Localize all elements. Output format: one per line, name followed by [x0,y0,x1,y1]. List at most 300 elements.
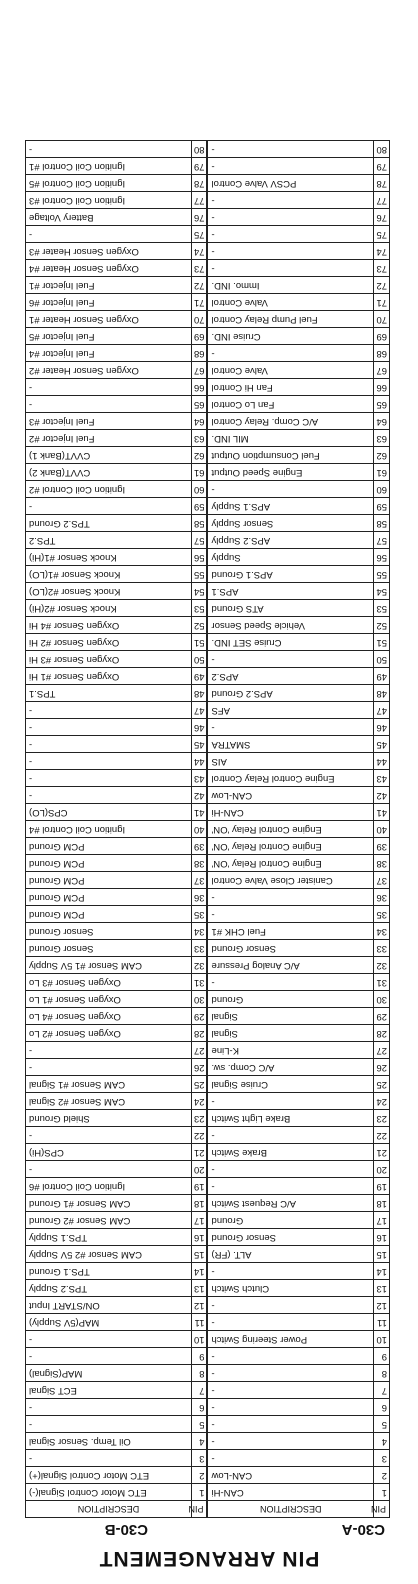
table-row [26,1246,390,1263]
description-b-cell: Oxygen Sensor #1 Hi [26,668,192,685]
pin-b-cell: 2 [192,1467,208,1484]
description-b-cell: Oxygen Sensor #4 Lo [26,1008,192,1025]
pin-a-cell: 74 [374,243,390,260]
pin-a-cell: 32 [374,957,390,974]
pin-a-cell: 44 [374,753,390,770]
pin-b-cell: 22 [192,1127,208,1144]
description-a-cell: - [208,158,374,175]
table-row [26,430,390,447]
pin-b-cell: 18 [192,1195,208,1212]
description-a-cell: A/C Analog Pressure [208,957,374,974]
pin-b-cell: 54 [192,583,208,600]
description-b-cell: Knock Sensor #2(LO) [26,583,192,600]
description-b-cell: Knock Sensor #1(Hi) [26,549,192,566]
table-row [26,685,390,702]
description-a-cell: - [208,1178,374,1195]
description-a-cell: CAN-Hi [208,804,374,821]
description-a-cell: APS.1 Supply [208,498,374,515]
description-b-cell: Fuel Injector #6 [26,294,192,311]
pin-a-cell: 50 [374,651,390,668]
pin-a-cell: 67 [374,362,390,379]
pin-a-cell: 53 [374,600,390,617]
pin-b-cell: 10 [192,1331,208,1348]
pin-b-cell: 75 [192,226,208,243]
pin-b-cell: 74 [192,243,208,260]
description-a-cell: - [208,209,374,226]
pin-a-cell: 22 [374,1127,390,1144]
pin-a-cell: 69 [374,328,390,345]
pin-b-cell: 61 [192,464,208,481]
description-a-cell: A/C Comp. sw. [208,1059,374,1076]
description-b-cell: - [26,1161,192,1178]
description-a-cell: Sensor Supply [208,515,374,532]
description-a-cell: AFS [208,702,374,719]
description-a-cell: Ground [208,991,374,1008]
table-row [26,855,390,872]
pin-b-cell: 65 [192,396,208,413]
table-row [26,1042,390,1059]
pin-a-cell: 6 [374,1399,390,1416]
description-a-cell: - [208,974,374,991]
description-a-cell: Fuel CHK #1 [208,923,374,940]
pin-a-cell: 41 [374,804,390,821]
description-a-cell: Fan Hi Control [208,379,374,396]
pin-b-cell: 36 [192,889,208,906]
pin-a-cell: 59 [374,498,390,515]
pin-a-cell: 55 [374,566,390,583]
description-a-cell: ATS Ground [208,600,374,617]
description-a-cell: APS.1 [208,583,374,600]
description-b-cell: - [26,498,192,515]
pin-a-cell: 24 [374,1093,390,1110]
description-a-cell: Cruise SET IND. [208,634,374,651]
description-b-cell: PCM Ground [26,889,192,906]
pin-b-cell: 7 [192,1382,208,1399]
description-b-cell: - [26,141,192,158]
table-row [26,1416,390,1433]
pin-a-cell: 37 [374,872,390,889]
header-pin-b: PIN [192,1501,208,1518]
pin-b-cell: 5 [192,1416,208,1433]
description-b-cell: Oxygen Sensor #4 Hi [26,617,192,634]
description-a-cell: - [208,243,374,260]
description-a-cell: Engine Speed Output [208,464,374,481]
pin-a-cell: 57 [374,532,390,549]
description-a-cell: - [208,1399,374,1416]
pin-a-cell: 9 [374,1348,390,1365]
table-row [26,957,390,974]
table-row [26,447,390,464]
pin-b-cell: 29 [192,1008,208,1025]
table-row [26,311,390,328]
pin-b-cell: 49 [192,668,208,685]
description-a-cell: APS.2 Supply [208,532,374,549]
description-a-cell: - [208,192,374,209]
description-b-cell: Sensor Ground [26,940,192,957]
pin-b-cell: 20 [192,1161,208,1178]
pin-b-cell: 45 [192,736,208,753]
description-a-cell: - [208,1365,374,1382]
pin-b-cell: 80 [192,141,208,158]
description-b-cell: Fuel Injector #5 [26,328,192,345]
description-b-cell: Ignition Coil Control #5 [26,175,192,192]
description-a-cell: PCSV Valve Control [208,175,374,192]
description-b-cell: - [26,770,192,787]
table-row [26,464,390,481]
description-b-cell: Fuel Injector #2 [26,430,192,447]
description-a-cell: Engine Control Relay 'ON' [208,838,374,855]
description-b-cell: - [26,226,192,243]
pin-a-cell: 23 [374,1110,390,1127]
table-row [26,243,390,260]
pin-a-cell: 64 [374,413,390,430]
description-b-cell: - [26,396,192,413]
table-row [26,719,390,736]
table-row [26,413,390,430]
description-b-cell: CVVT(Bank 1) [26,447,192,464]
table-row [26,1059,390,1076]
description-b-cell: Fuel Injector #4 [26,345,192,362]
pin-a-cell: 25 [374,1076,390,1093]
description-b-cell: Fuel Injector #1 [26,277,192,294]
pin-b-cell: 33 [192,940,208,957]
table-row [26,991,390,1008]
pin-a-cell: 45 [374,736,390,753]
pin-b-cell: 24 [192,1093,208,1110]
pin-b-cell: 79 [192,158,208,175]
table-row [26,158,390,175]
pin-a-cell: 76 [374,209,390,226]
description-a-cell: - [208,1348,374,1365]
description-a-cell: - [208,1433,374,1450]
pin-a-cell: 52 [374,617,390,634]
pin-a-cell: 73 [374,260,390,277]
table-row [26,821,390,838]
pin-a-cell: 20 [374,1161,390,1178]
description-a-cell: - [208,906,374,923]
pin-a-cell: 61 [374,464,390,481]
description-b-cell: Oxygen Sensor Heater #1 [26,311,192,328]
description-b-cell: - [26,1348,192,1365]
table-row [26,1450,390,1467]
pin-b-cell: 8 [192,1365,208,1382]
table-row [26,328,390,345]
description-b-cell: CPS(LO) [26,804,192,821]
description-b-cell: CAM Sensor #1 Ground [26,1195,192,1212]
pin-a-cell: 77 [374,192,390,209]
description-b-cell: - [26,1416,192,1433]
pin-b-cell: 11 [192,1314,208,1331]
pin-b-cell: 62 [192,447,208,464]
table-row [26,1110,390,1127]
pin-a-cell: 2 [374,1467,390,1484]
pin-a-cell: 51 [374,634,390,651]
pin-b-cell: 77 [192,192,208,209]
pin-b-cell: 25 [192,1076,208,1093]
pin-b-cell: 44 [192,753,208,770]
description-a-cell: - [208,1297,374,1314]
pin-a-cell: 78 [374,175,390,192]
header-pin-a: PIN [374,1501,390,1518]
table-row [26,1127,390,1144]
pin-b-cell: 55 [192,566,208,583]
description-b-cell: Oxygen Sensor #2 Hi [26,634,192,651]
table-row [26,600,390,617]
pin-b-cell: 13 [192,1280,208,1297]
pin-a-cell: 17 [374,1212,390,1229]
description-a-cell: Sensor Ground [208,1229,374,1246]
table-row [26,1433,390,1450]
pin-b-cell: 59 [192,498,208,515]
description-b-cell: Shield Ground [26,1110,192,1127]
pin-table-header [26,1501,390,1518]
pin-a-cell: 33 [374,940,390,957]
pin-a-cell: 75 [374,226,390,243]
pin-b-cell: 15 [192,1246,208,1263]
description-a-cell: K-Line [208,1042,374,1059]
table-row [26,1263,390,1280]
pin-a-cell: 71 [374,294,390,311]
connector-b-label: C30-B [104,1521,148,1538]
pin-b-cell: 50 [192,651,208,668]
description-b-cell: PCM Ground [26,838,192,855]
pin-a-cell: 7 [374,1382,390,1399]
pin-b-cell: 3 [192,1450,208,1467]
description-b-cell: Ignition Coil Control #6 [26,1178,192,1195]
description-b-cell: - [26,1127,192,1144]
pin-a-cell: 21 [374,1144,390,1161]
description-b-cell: Ignition Coil Control #4 [26,821,192,838]
description-b-cell: PCM Ground [26,855,192,872]
pin-a-cell: 16 [374,1229,390,1246]
description-b-cell: CAM Sensor #2 Signal [26,1093,192,1110]
pin-a-cell: 72 [374,277,390,294]
description-a-cell: - [208,889,374,906]
table-row [26,277,390,294]
pin-b-cell: 73 [192,260,208,277]
pin-a-cell: 58 [374,515,390,532]
pin-b-cell: 38 [192,855,208,872]
table-row [26,566,390,583]
pin-b-cell: 1 [192,1484,208,1501]
table-row [26,1144,390,1161]
description-a-cell: - [208,1382,374,1399]
pin-a-cell: 14 [374,1263,390,1280]
table-row [26,294,390,311]
description-a-cell: Canister Close Valve Control [208,872,374,889]
pin-a-cell: 42 [374,787,390,804]
description-a-cell: SMATRA [208,736,374,753]
description-a-cell: CAN-Hi [208,1484,374,1501]
pin-b-cell: 57 [192,532,208,549]
pin-b-cell: 69 [192,328,208,345]
table-row [26,481,390,498]
description-b-cell: Oxygen Sensor #3 Hi [26,651,192,668]
table-row [26,1229,390,1246]
pin-b-cell: 40 [192,821,208,838]
pin-a-cell: 43 [374,770,390,787]
table-row [26,1365,390,1382]
description-b-cell: Ignition Coil Control #2 [26,481,192,498]
pin-a-cell: 40 [374,821,390,838]
description-b-cell: - [26,1450,192,1467]
description-a-cell: - [208,1263,374,1280]
description-a-cell: Valve Control [208,294,374,311]
description-b-cell: - [26,702,192,719]
description-a-cell: APS.1 Ground [208,566,374,583]
table-row [26,923,390,940]
header-description-b: DESCRIPTION [26,1501,192,1518]
pin-a-cell: 29 [374,1008,390,1025]
table-row [26,804,390,821]
pin-a-cell: 46 [374,719,390,736]
description-b-cell: Oil Temp. Sensor Signal [26,1433,192,1450]
table-row [26,260,390,277]
description-a-cell: Signal [208,1025,374,1042]
description-a-cell: CAN-Low [208,1467,374,1484]
pin-a-cell: 8 [374,1365,390,1382]
description-b-cell: CAM Sensor #2 5V Supply [26,1246,192,1263]
description-b-cell: Ignition Coil Control #1 [26,158,192,175]
description-a-cell: Fan Lo Control [208,396,374,413]
description-b-cell: Knock Sensor #2(Hi) [26,600,192,617]
pin-b-cell: 60 [192,481,208,498]
table-row [26,1382,390,1399]
pin-a-cell: 18 [374,1195,390,1212]
pin-a-cell: 31 [374,974,390,991]
pin-a-cell: 3 [374,1450,390,1467]
table-row [26,549,390,566]
table-row [26,515,390,532]
pin-a-cell: 68 [374,345,390,362]
pin-a-cell: 63 [374,430,390,447]
table-row [26,498,390,515]
pin-b-cell: 78 [192,175,208,192]
pin-b-cell: 48 [192,685,208,702]
pin-b-cell: 67 [192,362,208,379]
description-b-cell: - [26,1042,192,1059]
description-b-cell: Fuel Injector #3 [26,413,192,430]
description-b-cell: - [26,1331,192,1348]
pin-b-cell: 34 [192,923,208,940]
pin-a-cell: 13 [374,1280,390,1297]
table-row [26,1297,390,1314]
description-a-cell: - [208,651,374,668]
pin-b-cell: 16 [192,1229,208,1246]
description-a-cell: MIL IND. [208,430,374,447]
table-row [26,1399,390,1416]
pin-b-cell: 23 [192,1110,208,1127]
pin-a-cell: 62 [374,447,390,464]
pin-b-cell: 31 [192,974,208,991]
pin-a-cell: 26 [374,1059,390,1076]
description-a-cell: Brake Light Switch [208,1110,374,1127]
pin-b-cell: 17 [192,1212,208,1229]
table-row [26,209,390,226]
pin-a-cell: 65 [374,396,390,413]
description-a-cell: - [208,345,374,362]
pin-b-cell: 53 [192,600,208,617]
table-row [26,838,390,855]
table-row [26,1331,390,1348]
description-b-cell: - [26,1059,192,1076]
table-row [26,1076,390,1093]
pin-b-cell: 12 [192,1297,208,1314]
pin-a-cell: 54 [374,583,390,600]
pin-b-cell: 51 [192,634,208,651]
table-row [26,226,390,243]
description-b-cell: TPS.2 Supply [26,1280,192,1297]
description-b-cell: ON/START Input [26,1297,192,1314]
pin-b-cell: 68 [192,345,208,362]
pin-b-cell: 58 [192,515,208,532]
pin-a-cell: 79 [374,158,390,175]
description-a-cell: Clutch Switch [208,1280,374,1297]
pin-b-cell: 64 [192,413,208,430]
table-row [26,940,390,957]
description-b-cell: ETC Motor Control Signal(-) [26,1484,192,1501]
pin-a-cell: 34 [374,923,390,940]
table-row [26,1025,390,1042]
pin-b-cell: 46 [192,719,208,736]
pin-a-cell: 38 [374,855,390,872]
table-row [26,1212,390,1229]
description-a-cell: - [208,226,374,243]
description-a-cell: Cruise Signal [208,1076,374,1093]
pin-a-cell: 80 [374,141,390,158]
table-row [26,1467,390,1484]
pin-b-cell: 43 [192,770,208,787]
table-row [26,872,390,889]
description-a-cell: Signal [208,1008,374,1025]
pin-b-cell: 21 [192,1144,208,1161]
description-b-cell: Oxygen Sensor #1 Lo [26,991,192,1008]
description-b-cell: Oxygen Sensor Heater #2 [26,362,192,379]
pin-a-cell: 19 [374,1178,390,1195]
pin-b-cell: 52 [192,617,208,634]
description-b-cell: ETC Motor Control Signal(+) [26,1467,192,1484]
description-a-cell: CAN-Low [208,787,374,804]
table-row [26,736,390,753]
pin-a-cell: 11 [374,1314,390,1331]
pin-b-cell: 56 [192,549,208,566]
table-row [26,651,390,668]
description-a-cell: A/C Request Switch [208,1195,374,1212]
description-b-cell: TPS.1 Ground [26,1263,192,1280]
pin-a-cell: 36 [374,889,390,906]
description-a-cell: Fuel Pump Relay Control [208,311,374,328]
description-a-cell: Power Steering Switch [208,1331,374,1348]
table-row [26,770,390,787]
description-b-cell: MAP(5V Supply) [26,1314,192,1331]
pin-a-cell: 70 [374,311,390,328]
description-b-cell: - [26,753,192,770]
table-row [26,1314,390,1331]
pin-a-cell: 47 [374,702,390,719]
description-b-cell: Battery Voltage [26,209,192,226]
pin-b-cell: 35 [192,906,208,923]
description-a-cell: Cruise IND. [208,328,374,345]
table-row [26,362,390,379]
pin-a-cell: 1 [374,1484,390,1501]
description-a-cell: Ground [208,1212,374,1229]
description-b-cell: - [26,1399,192,1416]
description-b-cell: PCM Ground [26,906,192,923]
pin-b-cell: 41 [192,804,208,821]
description-b-cell: - [26,719,192,736]
description-a-cell: Sensor Ground [208,940,374,957]
description-a-cell: Fuel Consumption Output [208,447,374,464]
